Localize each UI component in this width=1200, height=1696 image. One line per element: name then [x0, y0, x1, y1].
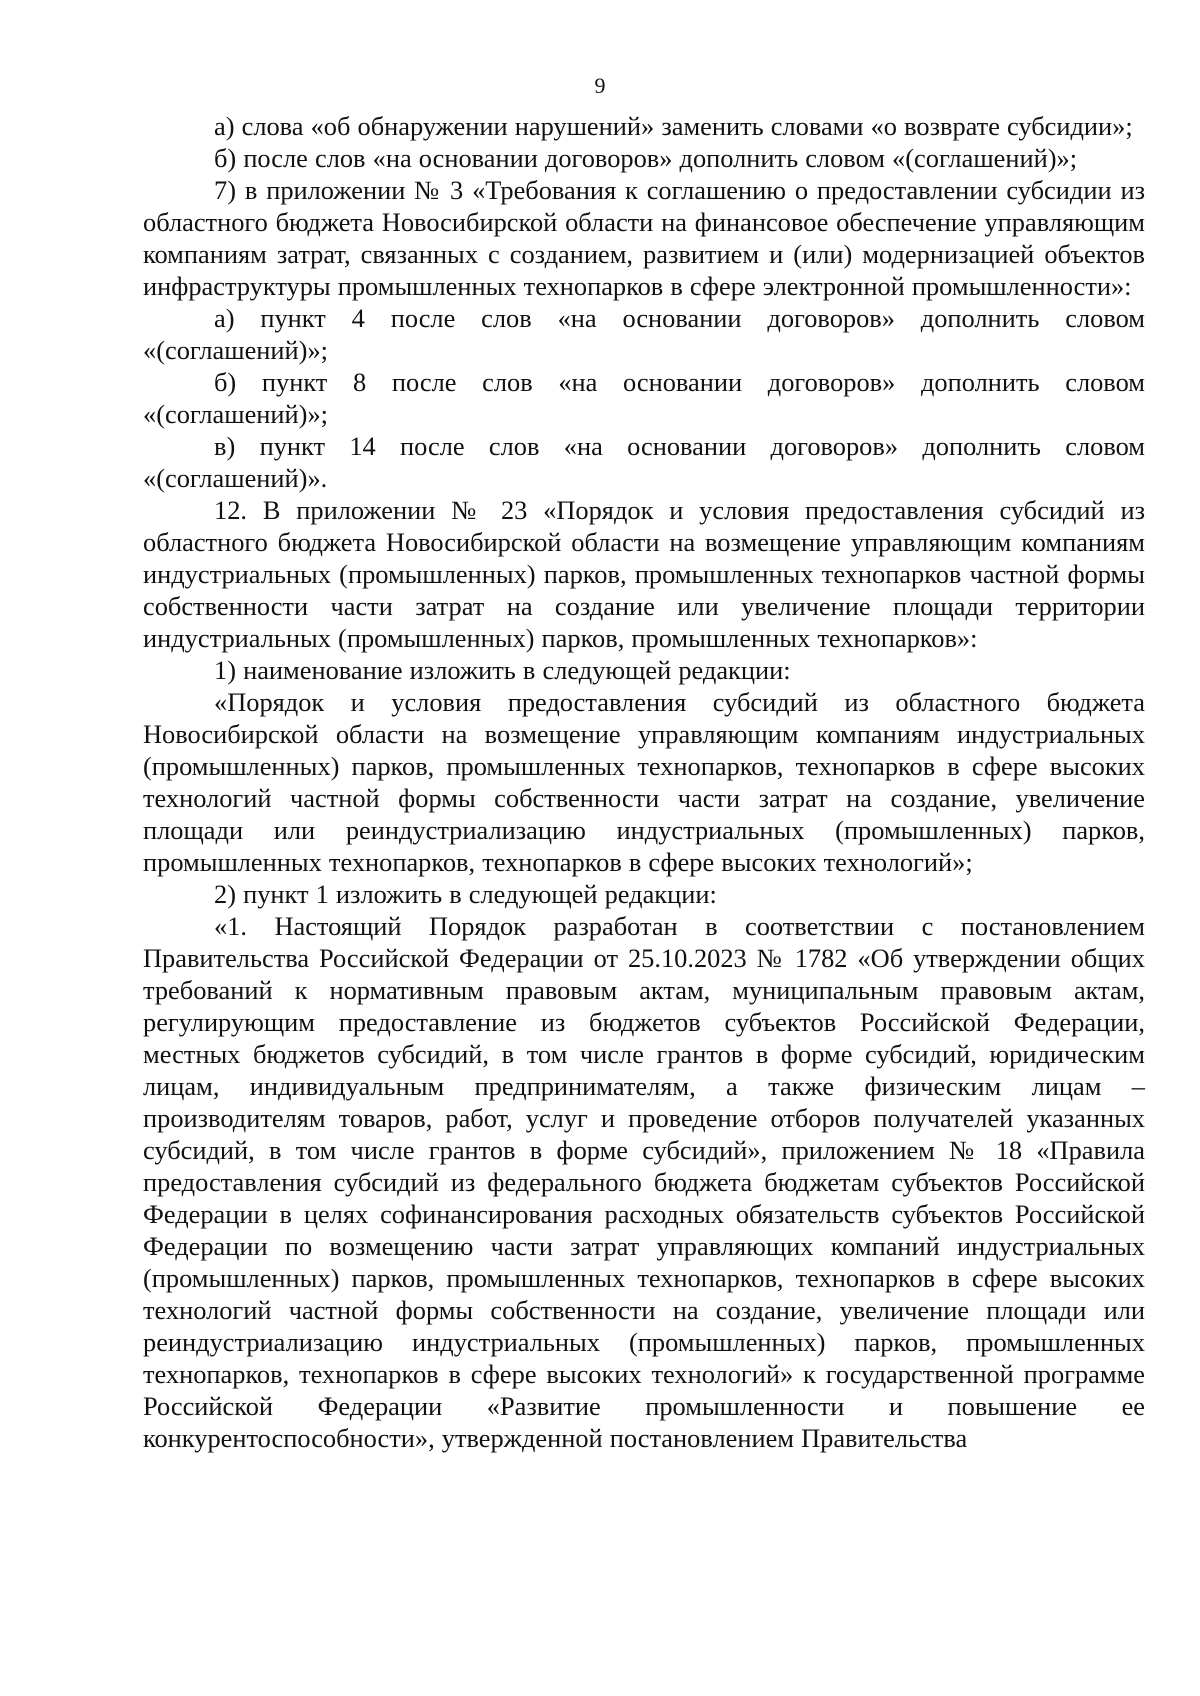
paragraph-point-14: в) пункт 14 после слов «на основании договоров» дополнить словом «(соглашений)».	[143, 431, 1145, 493]
paragraph-point-4: а) пункт 4 после слов «на основании договоров» дополнить словом «(соглашений)»;	[143, 303, 1145, 365]
paragraph-amendment-a-violations: а) слова «об обнаружении нарушений» заменить словами «о возврате субсидии»;	[214, 111, 1133, 141]
paragraph-new-title: «Порядок и условия предоставления субсидий из областного бюджета Новосибирской области на возмещение управляющим компаниям индустриальных (промышленных) парков, промышленных технопарков, технопарков в сфере высоких технологий частной формы собственности части затрат на создание, увеличение площади или реиндустриализацию индустриальных (промышленных) парков, промышленных технопарков, технопарков в сфере высоких технологий»;	[143, 687, 1145, 877]
paragraph-section-12-appendix-23: 12. В приложении № 23 «Порядок и условия предоставления субсидий из областного бюджета Новосибирской области на возмещение управляющим компаниям индустриальных (промышленных) парков, промышленных технопарков частной формы собственности части затрат на создание или увеличение площади территории индустриальных (промышленных) парков, промышленных технопарков»:	[143, 495, 1145, 653]
paragraph-amendment-b-agreements: б) после слов «на основании договоров» дополнить словом «(соглашений)»;	[214, 143, 1078, 173]
document-body	[143, 110, 1145, 1454]
paragraph-point-8: б) пункт 8 после слов «на основании договоров» дополнить словом «(соглашений)»;	[143, 367, 1145, 429]
paragraph-item-7-appendix-3: 7) в приложении № 3 «Требования к соглашению о предоставлении субсидии из областного бюджета Новосибирской области на финансовое обеспечение управляющим компаниям затрат, связанных с созданием, развитием и (или) модернизацией объектов инфраструктуры промышленных технопарков в сфере электронной промышленности»:	[143, 175, 1145, 301]
paragraph-point-1-revision: 2) пункт 1 изложить в следующей редакции:	[214, 879, 717, 909]
page-number: 9	[594, 73, 606, 98]
paragraph-title-revision: 1) наименование изложить в следующей редакции:	[214, 655, 791, 685]
paragraph-new-point-1: «1. Настоящий Порядок разработан в соответствии с постановлением Правительства Российской Федерации от 25.10.2023 № 1782 «Об утверждении общих требований к нормативным правовым актам, муниципальным правовым актам, регулирующим предоставление из бюджетов субъектов Российской Федерации, местных бюджетов субсидий, в том числе грантов в форме субсидий, юридическим лицам, индивидуальным предпринимателям, а также физическим лицам – производителям товаров, работ, услуг и проведение отборов получателей указанных субсидий, в том числе грантов в форме субсидий», приложением № 18 «Правила предоставления субсидий из федерального бюджета бюджетам субъектов Российской Федерации в целях софинансирования расходных обязательств субъектов Российской Федерации по возмещению части затрат управляющих компаний индустриальных (промышленных) парков, промышленных технопарков, технопарков в сфере высоких технологий частной формы собственности на создание, увеличение площади или реиндустриализацию индустриальных (промышленных) парков, промышленных технопарков, технопарков в сфере высоких технологий» к государственной программе Российской Федерации «Развитие промышленности и повышение ее конкурентоспособности», утвержденной постановлением Правительства	[143, 911, 1145, 1453]
